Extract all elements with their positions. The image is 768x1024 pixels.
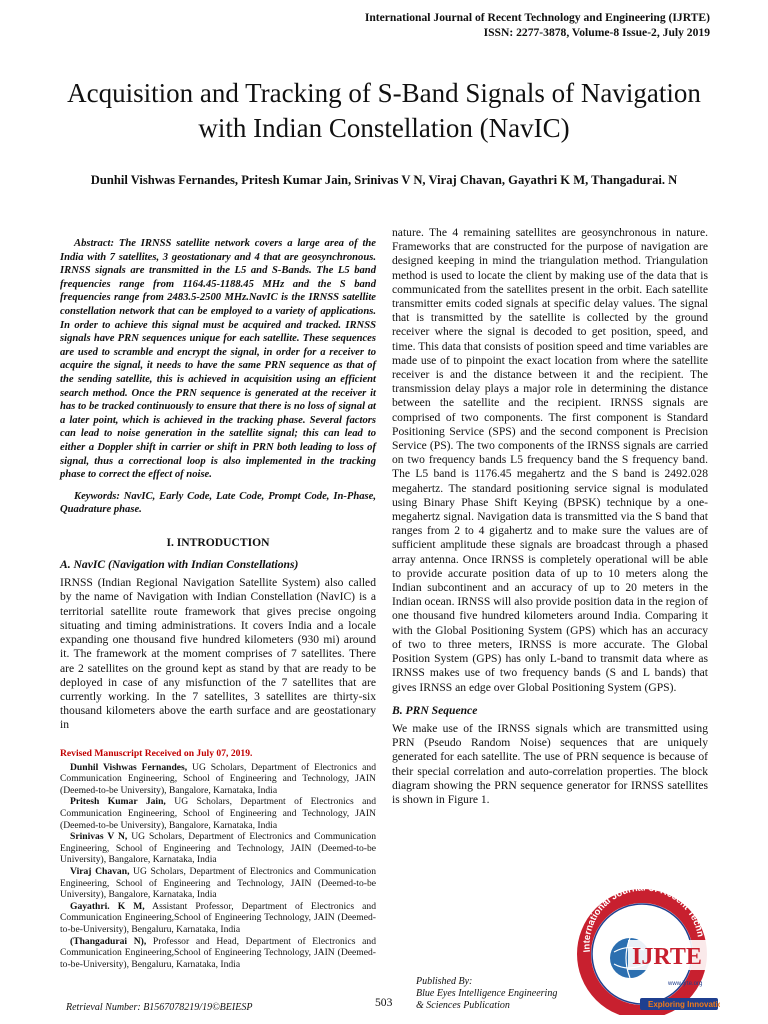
affiliation-item [60, 936, 376, 971]
prn-paragraph: We make use of the IRNSS signals which are transmitted using PRN (Pseudo Random Noise) sequences that are uniquely generated for each satellite. The use of PRN sequence is because of their special correlation and auto-correlation properties. The block diagram showing the PRN sequence generator for IRNSS satellites is shown in Figure 1. [392, 721, 708, 806]
logo-url: www.ijrte.org [668, 981, 703, 987]
logo-name: IJRTE [632, 944, 702, 970]
affiliation-name: Gayathri. K M, [70, 900, 145, 912]
retrieval-number: Retrieval Number: B1567078219/19©BEIESP [66, 1002, 253, 1013]
paper-title: Acquisition and Tracking of S-Band Signals of Navigation with Indian Constellation (NavIC) [67, 78, 701, 143]
affiliation-text: UG Scholars, Department of Electronics and Communication Engineering, School of Engineering and Technology, JAIN (Deemed-to-be University), Bangalore, Karnataka, India [60, 831, 376, 866]
affiliation-item [60, 901, 376, 936]
intro-paragraph: IRNSS (Indian Regional Navigation Satellite System) also called by the name of Navigation with Indian Constellation (NavIC) is a territorial satellite route framework that gives precise ongoing situating and timing administrations. It covers India and a locale expanding one thousand five hundred kilometers (930 mi) around it. The framework at the moment comprises of 7 satellites. There are 2 satellites on the ground kept as stand by that are ready to be deployed in case of any misfunction of the 7 satellites that are currently working. In the 7 satellites, 3 satellites are thirty-six thousand kilometers above the earth surface and are geostationary in [60, 576, 376, 732]
affiliation-item [60, 796, 376, 831]
abstract: Abstract: The IRNSS satellite network covers a large area of the India with 7 satellites, 3 geostationary and 4 that are geosynchronous. IRNSS signals are transmitted in the L5 and S-Bands. The L5 band frequencies range from 1164.45-1188.45 MHz and the S band frequencies range from 2483.5-2500 MHz.NavIC is the IRNSS satellite constellation network that can be employed to a variety of applications. In order to achieve this signal must be acquired and tracked. IRNSS signals have PRN sequences unique for each satellite. These sequences are used to scramble and encrypt the signal, in order for a receiver to acquire the signal, it needs to have the same PRN sequence as that of the sending satellite, this is achieved in acquisition using an efficient search method. Once the PRN sequence is generated at the receiver it has to be tracked continuously to ensure that there is no loss of signal at a later point, which is achieved in the tracking phase. Several factors can lead to noise generation in the satellite signal; this can lead to either a Doppler shift in carrier or shift in PRN both leading to loss of signal, thus a correctional loop is also implemented in the tracking phase to correct the effect of noise. [60, 238, 376, 481]
page-number: 503 [375, 996, 393, 1009]
affiliation-text: UG Scholars, Department of Electronics and Communication Engineering, School of Engineering and Technology, JAIN (Deemed-to-be University), Bangalore, Karnataka, India [60, 761, 377, 796]
logo-tagline: Exploring Innovation [648, 1000, 720, 1009]
publisher-name-line2: & Sciences Publication [416, 1000, 510, 1011]
subsection-heading-navic: A. NavIC (Navigation with Indian Constellations) [60, 558, 299, 572]
left-column [60, 237, 376, 733]
section-heading-introduction: I. INTRODUCTION [166, 535, 270, 549]
right-column [392, 226, 708, 807]
publisher-block [416, 976, 557, 1012]
affiliation-name: Viraj Chavan, [70, 865, 130, 877]
affiliation-name: Pritesh Kumar Jain, [70, 796, 166, 808]
affiliation-text: Assistant Professor, Department of Electronics and Communication Engineering,School of Engineering Technology, JAIN (Deemed-to-be-University), Bengaluru, Karnataka, India [60, 900, 376, 935]
affiliation-item [60, 831, 376, 866]
journal-header [365, 10, 710, 40]
logo-ring-textpath: International Journal of Recent Techn [581, 882, 706, 953]
ijrte-logo [570, 880, 720, 1015]
journal-issn: ISSN: 2277-3878, Volume-8 Issue-2, July 2019 [483, 26, 710, 39]
intro-paragraph-continued: nature. The 4 remaining satellites are geosynchronous in nature. Frameworks that are constructed for the purpose of navigation are designed keeping in mind the triangulation method. Triangulation method is used to locate the client by making use of the data that is communicated from the satellites present in the orbit. Each satellite transmitter emits coded signals at specific delay values. The signal that is transmitted by the satellite is collected by the ground receiver where the signal is decoded to get position, speed, and time. This data that consists of position speed and time variables are made use of to pinpoint the exact location from where the satellite receiver is and the distance between it and the recipient. The transmission delay plays a major role in determining the distance between the satellite and the recipient. IRNSS signals are comprised of two components. The first component is Standard Positioning Service (SPS) and the second component is Precision Service (PS). The two components of the IRNSS signals are carried on two frequency bands L5 frequency band the S frequency band. The L5 band is 1176.45 megahertz and the S band is 2492.028 megahertz. The standard positioning service signal is modulated using Binary Phase Shift Keying (BPSK) technique by a one-megahertz signal. Navigation data is transmitted via the S band that ranges from 2 to 4 gigahertz and to make sure the values are of sufficient amplitude these signals are broadcast through a phased array antenna. Once IRNSS is completely operational will be able to provide accurate position data of up to 10 meters along the Indian subcontinent and an accuracy of up to 20 meters in the Indian ocean. IRNSS will also provide position data in the region of one thousand five hundred kilometers around India. Comparing it with the Global Positioning System (GPS) which has an accuracy of two to three meters, IRNSS is more accurate. The Global Position System (GPS) has only L-band to transmit data where as IRNSS makes use of two frequency bands (S and L bands) that gives IRNSS an edge over Global Positioning System (GPS). [392, 226, 708, 694]
journal-name: International Journal of Recent Technology and Engineering (IJRTE) [364, 11, 710, 24]
publisher-name-line1: Blue Eyes Intelligence Engineering [416, 988, 558, 999]
published-by: Published By: [416, 976, 473, 987]
affiliation-text: UG Scholars, Department of Electronics and Communication Engineering, School of Engineering and Technology, JAIN (Deemed-to-be University), Bangalore, Karnataka, India [60, 796, 376, 831]
affiliation-item [60, 866, 376, 901]
ijrte-logo-graphic [570, 880, 720, 1015]
affiliation-name: (Thangadurai N), [70, 935, 147, 947]
revised-note: Revised Manuscript Received on July 07, 2019. [60, 748, 253, 759]
affiliation-text: UG Scholars, Department of Electronics and Communication Engineering, School of Engineering and Technology, JAIN (Deemed-to-be University), Bangalore, Karnataka, India [60, 865, 376, 901]
author-list: Dunhil Vishwas Fernandes, Pritesh Kumar Jain, Srinivas V N, Viraj Chavan, Gayathri K M, Thangadurai. N [90, 173, 678, 187]
affiliation-text: Professor and Head, Department of Electronics and Communication Engineering,School of Engineering Technology, JAIN (Deemed-to-be-University), Bengaluru, Karnataka, India [60, 935, 376, 970]
subsection-heading-prn: B. PRN Sequence [392, 703, 478, 717]
affiliation-name: Srinivas V N, [70, 831, 128, 843]
keywords: Keywords: NavIC, Early Code, Late Code, Prompt Code, In-Phase, Quadrature phase. [60, 490, 376, 516]
affiliation-item [60, 762, 376, 797]
affiliation-name: Dunhil Vishwas Fernandes, [70, 761, 188, 773]
affiliations-footnote [60, 748, 376, 970]
